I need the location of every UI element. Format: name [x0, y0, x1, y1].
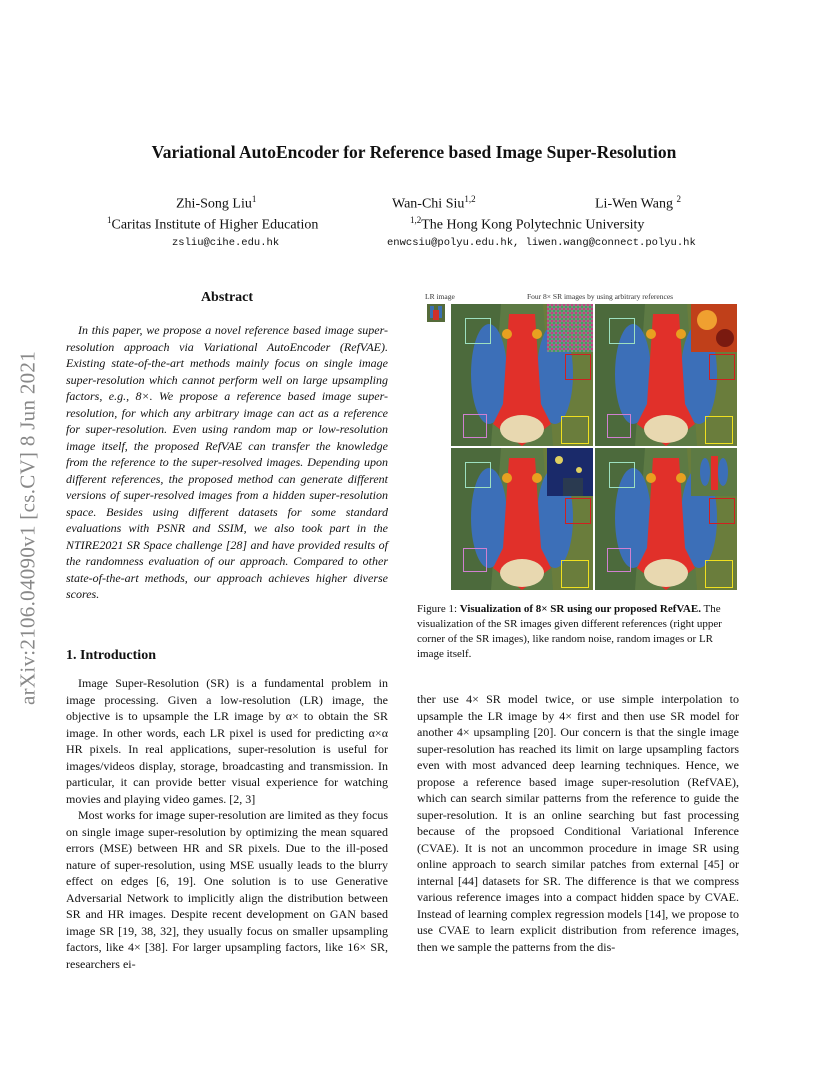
arxiv-stamp: arXiv:2106.04090v1 [cs.CV] 8 Jun 2021 [15, 350, 40, 706]
sr-panel-3 [451, 448, 593, 590]
email-right[interactable]: enwcsiu@polyu.edu.hk, liwen.wang@connect.polyu.hk [387, 237, 696, 249]
sr-panel-4 [595, 448, 737, 590]
intro-paragraph-3: ther use 4× SR model twice, or use simple interpolation to upsample the LR image by 4× first and then use SR model for another 4× upsampling [20]. Our concern is that the single image super-resolution has reached its limit on large upsampling factors even with most advanced deep learning techniques. Hence, we propose a reference based image super-resolution (RefVAE), which can search similar patterns from the reference to guide the super-resolution. It is an online searching but fast processing because of the propsoed Conditional Variational Inference (CVAE). It is not an uncommon procedure in image SR using online approach to search similar patches from external [45] or internal [44] datasets for SR. The difference is that we compress various reference images into a compact hidden space by CVAE. Instead of learning complex regression models [14], we propose to use CVAE to learn explicit distribution from reference images, then we sample the patterns from the dis- [417, 692, 739, 954]
lr-thumbnail [427, 304, 445, 322]
intro-left-column [66, 675, 388, 972]
abstract-text: In this paper, we propose a novel reference based image super-resolution approach via Variational AutoEncoder (RefVAE). Existing state-of-the-art methods mainly focus on single image super-resolution which cannot perform well on large upsampling factors, e.g., 8×. We propose a reference based image super-resolution, for which any arbitrary image can act as a reference for super-resolution. Even using random map or low-resolution image itself, the proposed RefVAE can transfer the knowledge from the reference to the super-resolved images. Depending upon different references, the proposed method can generate different versions of super-resolved images from a hidden super-resolution space. Besides using different datasets for some standard evaluations with PSNR and SSIM, we also took part in the NTIRE2021 SR Space challenge [28] and have provided results of the randomness evaluation of our approach. Compared to other state-of-the-art methods, our approach achieves higher diverse scores. [66, 323, 388, 601]
author-2: Wan-Chi Siu$^{1,2}$ [392, 194, 476, 212]
author-3: Li-Wen Wang $^2$ [595, 194, 681, 212]
intro-paragraph-2: Most works for image super-resolution are limited as they focus on single image super-resolution by optimizing the mean squared errors (MSE) between HR and SR pixels. Due to the ill-posed nature of super-resolution, using MSE usually leads to the blurry effect on edges [6, 19]. One solution is to use Generative Adversarial Network to implicitly align the distribution between SR and HR images. Despite recent development on GAN based image SR [19, 38, 32], they usually focus on smaller upsampling factors, like 4× [38]. For larger upsampling factors, like 16× SR, researchers ei- [66, 808, 388, 971]
abstract-heading: Abstract [200, 290, 254, 305]
author-1: Zhi-Song Liu$^1$ [176, 194, 257, 212]
email-left[interactable]: zsliu@cihe.edu.hk [172, 237, 280, 249]
figure-caption: Figure 1: Visualization of 8× SR using our proposed RefVAE. The visualization of the SR images given different references (right upper corner of the SR images), like random noise, random images or LR image itself. [417, 603, 722, 660]
intro-paragraph-1: Image Super-Resolution (SR) is a fundamental problem in image processing. Given a low-resolution (LR) image, the objective is to upsample the LR image by α× to obtain the SR image. In other words, each LR pixel is used for predicting α×α HR pixels. In real applications, super-resolution is useful for images/videos display, storage, broadcasting and transmission. In particular, it can provide better visual experience for watching movies and playing video games. [2, 3] [66, 676, 388, 806]
intro-heading: 1. Introduction [66, 648, 156, 663]
sr-panel-1 [451, 304, 593, 446]
intro-right-column [417, 691, 739, 955]
affiliation-1: $^1$Caritas Institute of Higher Education [107, 215, 319, 233]
lr-image-label: LR image [425, 292, 455, 301]
figure-top-label: Four 8× SR images by using arbitrary references [527, 292, 674, 301]
affiliation-2: $^{1,2}$The Hong Kong Polytechnic University [410, 215, 645, 233]
figure-1 [423, 292, 739, 592]
paper-title: Variational AutoEncoder for Reference based Image Super-Resolution [151, 142, 677, 162]
sr-panel-2 [595, 304, 737, 446]
